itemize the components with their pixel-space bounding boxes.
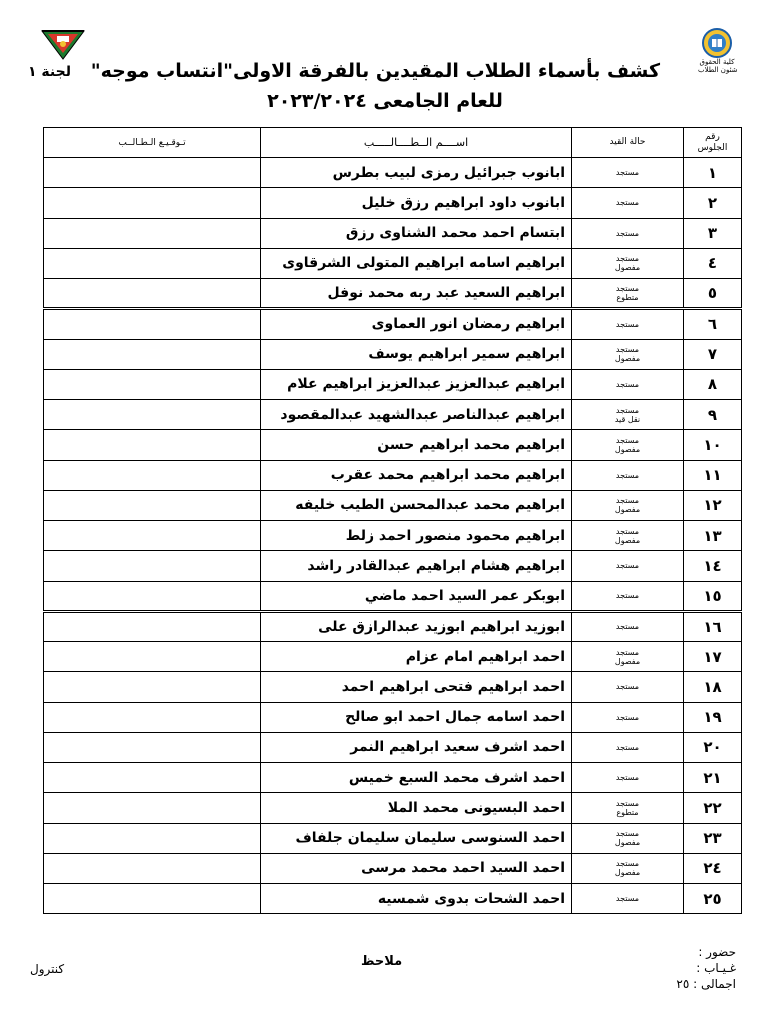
status-primary: مستجد xyxy=(615,829,640,839)
table-row xyxy=(44,490,742,520)
status-secondary: متطوع xyxy=(616,807,639,817)
status-secondary: مفصول xyxy=(614,838,641,848)
enrollment-status xyxy=(572,158,684,188)
student-name: ابانوب داود ابراهيم رزق خليل xyxy=(261,188,572,218)
enrollment-status xyxy=(572,218,684,248)
table-header-row xyxy=(44,128,742,158)
signature-cell[interactable] xyxy=(44,279,261,309)
status-secondary: مفصول xyxy=(614,868,641,878)
status-primary: مستجد xyxy=(615,435,640,445)
student-name: ابراهيم هشام ابراهيم عبدالقادر راشد xyxy=(261,551,572,581)
table-row xyxy=(44,400,742,430)
status-primary: مستجد xyxy=(615,773,640,783)
student-name: ابوزيد ابراهيم ابوزيد عبدالرازق على xyxy=(261,611,572,641)
signature-cell[interactable] xyxy=(44,823,261,853)
table-row xyxy=(44,460,742,490)
signature-cell[interactable] xyxy=(44,158,261,188)
status-primary: مستجد xyxy=(615,345,640,355)
signature-cell[interactable] xyxy=(44,853,261,883)
seat-number: ٥ xyxy=(684,279,742,309)
student-name: ابراهيم عبدالناصر عبدالشهيد عبدالمقصود xyxy=(261,400,572,430)
status-secondary: مفصول xyxy=(614,263,641,273)
student-name: احمد السيد احمد محمد مرسى xyxy=(261,853,572,883)
student-name: ابراهيم محمد ابراهيم محمد عقرب xyxy=(261,460,572,490)
academic-year: للعام الجامعى ٢٠٢٣/٢٠٢٤ xyxy=(267,90,503,112)
student-name: احمد اسامه جمال احمد ابو صالح xyxy=(261,702,572,732)
table-row xyxy=(44,823,742,853)
table-row xyxy=(44,884,742,914)
seat-number: ٩ xyxy=(684,400,742,430)
student-name-header: اســــم الــطــــالـــــب xyxy=(261,128,572,158)
table-row xyxy=(44,248,742,278)
table-row xyxy=(44,732,742,762)
table-row xyxy=(44,551,742,581)
enrollment-status xyxy=(572,793,684,823)
signature-cell[interactable] xyxy=(44,611,261,641)
status-primary: مستجد xyxy=(615,526,640,536)
total-label: اجمالى : ٢٥ xyxy=(676,977,736,991)
table-row xyxy=(44,188,742,218)
status-primary: مستجد xyxy=(615,591,640,601)
seat-number: ١١ xyxy=(684,460,742,490)
seat-number: ٢٢ xyxy=(684,793,742,823)
status-secondary: مفصول xyxy=(614,535,641,545)
status-secondary: مفصول xyxy=(614,656,641,666)
student-name: ابراهيم محمد ابراهيم حسن xyxy=(261,430,572,460)
signature-cell[interactable] xyxy=(44,732,261,762)
signature-cell[interactable] xyxy=(44,339,261,369)
status-primary: مستجد xyxy=(615,228,640,238)
table-row xyxy=(44,642,742,672)
enrollment-status xyxy=(572,400,684,430)
student-name: احمد ابراهيم فتحى ابراهيم احمد xyxy=(261,672,572,702)
status-primary: مستجد xyxy=(615,405,640,415)
student-name: ابتسام احمد محمد الشناوى رزق xyxy=(261,218,572,248)
signature-cell[interactable] xyxy=(44,763,261,793)
student-name: ابانوب جبرائيل رمزى لبيب بطرس xyxy=(261,158,572,188)
seat-number-header: رقم الجلوس xyxy=(684,128,742,158)
enrollment-status xyxy=(572,853,684,883)
signature-cell[interactable] xyxy=(44,793,261,823)
present-label: حضور : xyxy=(698,945,736,959)
student-name: احمد البسيونى محمد الملا xyxy=(261,793,572,823)
enrollment-status xyxy=(572,369,684,399)
status-secondary: مفصول xyxy=(614,505,641,515)
table-row xyxy=(44,672,742,702)
enrollment-status xyxy=(572,702,684,732)
signature-cell[interactable] xyxy=(44,581,261,611)
table-row xyxy=(44,218,742,248)
enrollment-status xyxy=(572,188,684,218)
table-row xyxy=(44,581,742,611)
enrollment-status xyxy=(572,611,684,641)
seat-number: ١٨ xyxy=(684,672,742,702)
seat-number: ٢٤ xyxy=(684,853,742,883)
student-name: ابراهيم رمضان انور العماوى xyxy=(261,309,572,339)
absent-label: غـيـاب : xyxy=(696,961,736,975)
faculty-logo xyxy=(698,28,736,78)
status-secondary: مفصول xyxy=(614,354,641,364)
seat-number: ١٦ xyxy=(684,611,742,641)
seat-number: ٤ xyxy=(684,248,742,278)
signature-cell[interactable] xyxy=(44,430,261,460)
seat-number: ٢١ xyxy=(684,763,742,793)
enrollment-status xyxy=(572,732,684,762)
signature-cell[interactable] xyxy=(44,884,261,914)
attendance-summary xyxy=(660,944,736,992)
table-row xyxy=(44,430,742,460)
enrollment-status xyxy=(572,521,684,551)
status-primary: مستجد xyxy=(615,682,640,692)
status-primary: مستجد xyxy=(615,742,640,752)
seat-number: ٢٣ xyxy=(684,823,742,853)
student-name: احمد اشرف سعيد ابراهيم النمر xyxy=(261,732,572,762)
signature-cell[interactable] xyxy=(44,248,261,278)
signature-cell[interactable] xyxy=(44,702,261,732)
table-row xyxy=(44,279,742,309)
table-row xyxy=(44,763,742,793)
status-primary: مستجد xyxy=(615,798,640,808)
student-name: ابوبكر عمر السيد احمد ماضي xyxy=(261,581,572,611)
enrollment-status xyxy=(572,642,684,672)
signature-cell[interactable] xyxy=(44,490,261,520)
seat-number: ٧ xyxy=(684,339,742,369)
signature-header: تـوقـيـع الـطـالــب xyxy=(44,128,261,158)
status-primary: مستجد xyxy=(615,198,640,208)
status-header: حالة القيد xyxy=(572,128,684,158)
status-primary: مستجد xyxy=(615,470,640,480)
seat-number: ١٣ xyxy=(684,521,742,551)
status-primary: مستجد xyxy=(615,561,640,571)
status-primary: مستجد xyxy=(615,284,640,294)
enrollment-status xyxy=(572,430,684,460)
signature-cell[interactable] xyxy=(44,521,261,551)
signature-cell[interactable] xyxy=(44,400,261,430)
seat-number: ١٠ xyxy=(684,430,742,460)
signature-cell[interactable] xyxy=(44,188,261,218)
student-name: احمد ابراهيم امام عزام xyxy=(261,642,572,672)
seat-number: ٣ xyxy=(684,218,742,248)
student-name: ابراهيم عبدالعزيز عبدالعزيز ابراهيم علام xyxy=(261,369,572,399)
status-secondary: نقل قيد xyxy=(614,414,641,424)
enrollment-status xyxy=(572,248,684,278)
control-label: كنترول xyxy=(30,962,65,976)
enrollment-status xyxy=(572,551,684,581)
table-row xyxy=(44,158,742,188)
document-title: كشف بأسماء الطلاب المقيدين بالفرقة الاولى"انتساب موجه" xyxy=(90,60,660,82)
enrollment-status xyxy=(572,581,684,611)
signature-cell[interactable] xyxy=(44,551,261,581)
enrollment-status xyxy=(572,672,684,702)
seat-number: ١٧ xyxy=(684,642,742,672)
status-secondary: مفصول xyxy=(614,444,641,454)
seat-number: ١٤ xyxy=(684,551,742,581)
status-primary: مستجد xyxy=(615,712,640,722)
status-primary: مستجد xyxy=(615,319,640,329)
student-name: احمد اشرف محمد السبع خميس xyxy=(261,763,572,793)
university-emblem xyxy=(40,28,86,62)
student-name: احمد الشحات بدوى شمسيه xyxy=(261,884,572,914)
enrollment-status xyxy=(572,490,684,520)
faculty-name: كلية الحقوق xyxy=(699,58,735,66)
observer-label: ملاحظ xyxy=(361,954,403,969)
status-secondary: متطوع xyxy=(616,293,639,303)
seat-number: ١٢ xyxy=(684,490,742,520)
status-primary: مستجد xyxy=(615,622,640,632)
student-name: ابراهيم محمود منصور احمد زلط xyxy=(261,521,572,551)
enrollment-status xyxy=(572,884,684,914)
table-row xyxy=(44,339,742,369)
signature-cell[interactable] xyxy=(44,642,261,672)
status-primary: مستجد xyxy=(615,859,640,869)
signature-cell[interactable] xyxy=(44,460,261,490)
student-name: ابراهيم السعيد عبد ربه محمد نوفل xyxy=(261,279,572,309)
table-row xyxy=(44,853,742,883)
enrollment-status xyxy=(572,823,684,853)
status-primary: مستجد xyxy=(615,168,640,178)
enrollment-status xyxy=(572,460,684,490)
enrollment-status xyxy=(572,279,684,309)
student-name: ابراهيم سمير ابراهيم يوسف xyxy=(261,339,572,369)
table-row xyxy=(44,611,742,641)
enrollment-status xyxy=(572,339,684,369)
status-primary: مستجد xyxy=(615,254,640,264)
students-table xyxy=(43,127,742,914)
signature-cell[interactable] xyxy=(44,218,261,248)
status-primary: مستجد xyxy=(615,379,640,389)
student-name: ابراهيم اسامه ابراهيم المتولى الشرقاوى xyxy=(261,248,572,278)
seat-number: ٦ xyxy=(684,309,742,339)
signature-cell[interactable] xyxy=(44,369,261,399)
table-row xyxy=(44,369,742,399)
status-primary: مستجد xyxy=(615,647,640,657)
seat-number: ١٥ xyxy=(684,581,742,611)
table-row xyxy=(44,702,742,732)
student-name: ابراهيم محمد عبدالمحسن الطيب خليفه xyxy=(261,490,572,520)
seat-number: ٢٠ xyxy=(684,732,742,762)
table-row xyxy=(44,521,742,551)
seat-number: ٢ xyxy=(684,188,742,218)
committee-number: لجنة ١ xyxy=(28,64,71,80)
table-row xyxy=(44,309,742,339)
status-primary: مستجد xyxy=(615,496,640,506)
student-name: احمد السنوسى سليمان سليمان جلفاف xyxy=(261,823,572,853)
enrollment-status xyxy=(572,763,684,793)
department-name: شئون الطلاب xyxy=(698,66,738,74)
table-row xyxy=(44,793,742,823)
seat-number: ٨ xyxy=(684,369,742,399)
enrollment-status xyxy=(572,309,684,339)
seat-number: ٢٥ xyxy=(684,884,742,914)
status-primary: مستجد xyxy=(615,894,640,904)
seat-number: ١ xyxy=(684,158,742,188)
signature-cell[interactable] xyxy=(44,309,261,339)
seat-number: ١٩ xyxy=(684,702,742,732)
signature-cell[interactable] xyxy=(44,672,261,702)
